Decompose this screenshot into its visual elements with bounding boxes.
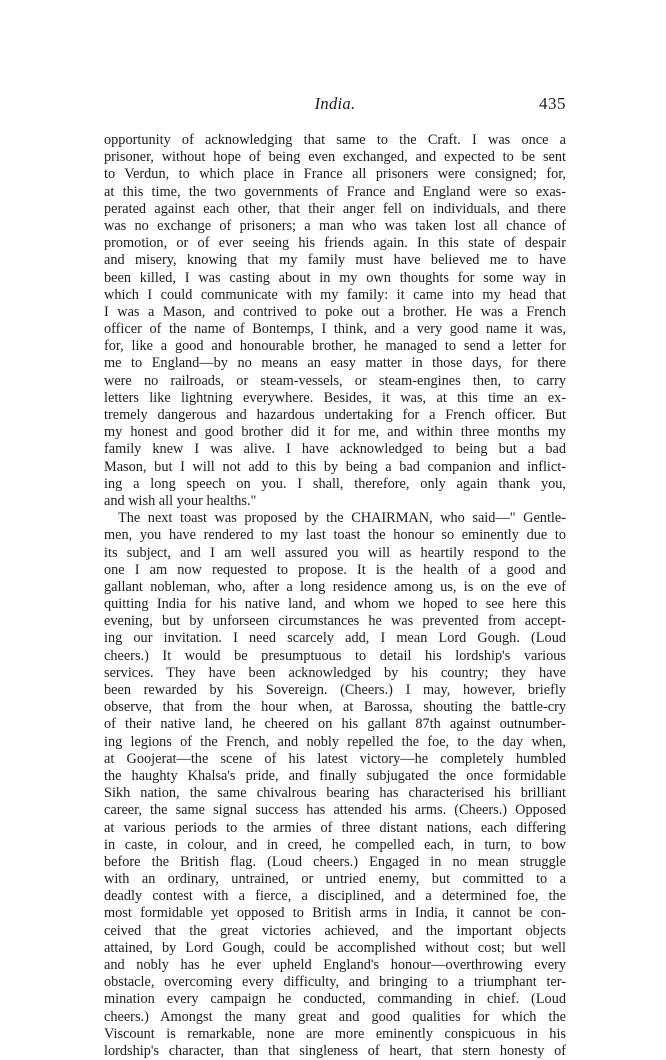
text-line: me to England—by no means an easy matter in those days, for there <box>104 355 566 372</box>
text-line: of their native land, he cheered on his gallant 87th against outnumber- <box>104 716 566 733</box>
text-line: before the British flag. (Loud cheers.) Engaged in no mean struggle <box>104 853 566 870</box>
body-text <box>104 132 566 1060</box>
running-head <box>104 94 566 116</box>
text-line: Viscount is remarkable, none are more eminently conspicuous in his <box>104 1025 566 1042</box>
text-line: to Verdun, to which place in France all prisoners were consigned; for, <box>104 166 566 183</box>
text-line: men, you have rendered to my last toast the honour so eminently due to <box>104 527 566 544</box>
text-line: the haughty Khalsa's pride, and finally subjugated the once formidable <box>104 767 566 784</box>
text-line: which I could communicate with my family: it came into my head that <box>104 286 566 303</box>
text-line: lordship's character, than that singleness of heart, that stern honesty of <box>104 1042 566 1059</box>
text-line: deadly contest with a fierce, a disciplined, and a determined foe, the <box>104 888 566 905</box>
text-line: at Goojerat—the scene of his latest victory—he completely humbled <box>104 750 566 767</box>
text-line: The next toast was proposed by the CHAIRMAN, who said—" Gentle- <box>118 510 566 527</box>
text-line: Mason, but I will not add to this by being a bad companion and inflict- <box>104 458 566 475</box>
text-line: cheers.) Amongst the many great and good qualities for which the <box>104 1008 566 1025</box>
text-line: services. They have been acknowledged by his country; they have <box>104 664 566 681</box>
text-line: ing a long speech on you. I shall, therefore, only again thank you, <box>104 475 566 492</box>
text-line: observe, that from the hour when, at Barossa, shouting the battle-cry <box>104 699 566 716</box>
text-line: most formidable yet opposed to British arms in India, it cannot be con- <box>104 905 566 922</box>
text-line: at various periods to the armies of three distant nations, each differing <box>104 819 566 836</box>
text-line: with an ordinary, untrained, or untried enemy, but committed to a <box>104 871 566 888</box>
text-line: tremely dangerous and hazardous undertaking for a French officer. But <box>104 407 566 423</box>
text-line: ceived that the great victories achieved, and the important objects <box>104 922 566 939</box>
text-line: were no railroads, or steam-vessels, or steam-engines then, to carry <box>104 372 566 389</box>
text-line: quitting India for his native land, and whom we hoped to see here this <box>104 596 566 613</box>
text-line: for, like a good and honourable brother, he managed to send a letter for <box>104 338 566 355</box>
running-title: India. <box>314 94 356 113</box>
text-line: Sikh nation, the same chivalrous bearing has characterised his brilliant <box>104 785 566 802</box>
text-line: been killed, I was casting about in my own thoughts for some way in <box>104 269 566 286</box>
text-line: obstacle, overcoming every difficulty, and bringing to a triumphant ter- <box>104 974 566 991</box>
text-line: I was a Mason, and contrived to poke out a brother. He was a French <box>104 303 566 320</box>
text-line: at this time, the two governments of France and England were so exas- <box>104 183 566 200</box>
text-line: my honest and good brother did it for me, and within three months my <box>104 424 566 441</box>
text-line: career, the same signal success has attended his arms. (Cheers.) Opposed <box>104 802 566 819</box>
text-line: ing legions of the French, and nobly repelled the foe, to the day when, <box>104 733 566 750</box>
text-line: family knew I was alive. I have acknowledged to being but a bad <box>104 441 566 458</box>
text-line: mination every campaign he conducted, commanding in chief. (Loud <box>104 991 566 1008</box>
text-line: gallant nobleman, who, after a long residence among us, is on the eve of <box>104 578 566 595</box>
text-line: its subject, and I am well assured you will as heartily respond to the <box>104 544 566 561</box>
text-line: prisoner, without hope of being even exchanged, and expected to be sent <box>104 149 566 166</box>
text-line: and nobly has he ever upheld England's honour—overthrowing every <box>104 957 566 973</box>
text-line: cheers.) It would be presumptuous to detail his lordship's various <box>104 647 566 664</box>
text-line: and wish all your healths." <box>104 492 257 509</box>
text-line: officer of the name of Bontemps, I think, and a very good name it was, <box>104 321 566 338</box>
text-line: was no exchange of prisoners; a man who was taken lost all chance of <box>104 217 566 234</box>
text-line: one I am now requested to propose. It is the health of a good and <box>104 561 566 578</box>
text-line: letters like lightning everywhere. Besides, it was, at this time an ex- <box>104 389 566 406</box>
text-line: opportunity of acknowledging that same to the Craft. I was once a <box>104 132 566 148</box>
text-line: been rewarded by his Sovereign. (Cheers.) I may, however, briefly <box>104 682 566 698</box>
text-line: promotion, or of ever seeing his friends again. In this state of despair <box>104 235 566 252</box>
text-line: attained, by Lord Gough, could be accomplished without cost; but well <box>104 939 566 956</box>
text-line: ing our invitation. I need scarcely add, I mean Lord Gough. (Loud <box>104 630 566 647</box>
text-line: perated against each other, that their anger fell on individuals, and there <box>104 200 566 217</box>
text-line: and misery, knowing that my family must have believed me to have <box>104 252 566 269</box>
page-number: 435 <box>539 94 566 113</box>
text-line: evening, but by unforseen circumstances he was prevented from accept- <box>104 613 566 630</box>
text-line: in caste, in colour, and in creed, he compelled each, in turn, to bow <box>104 836 566 853</box>
